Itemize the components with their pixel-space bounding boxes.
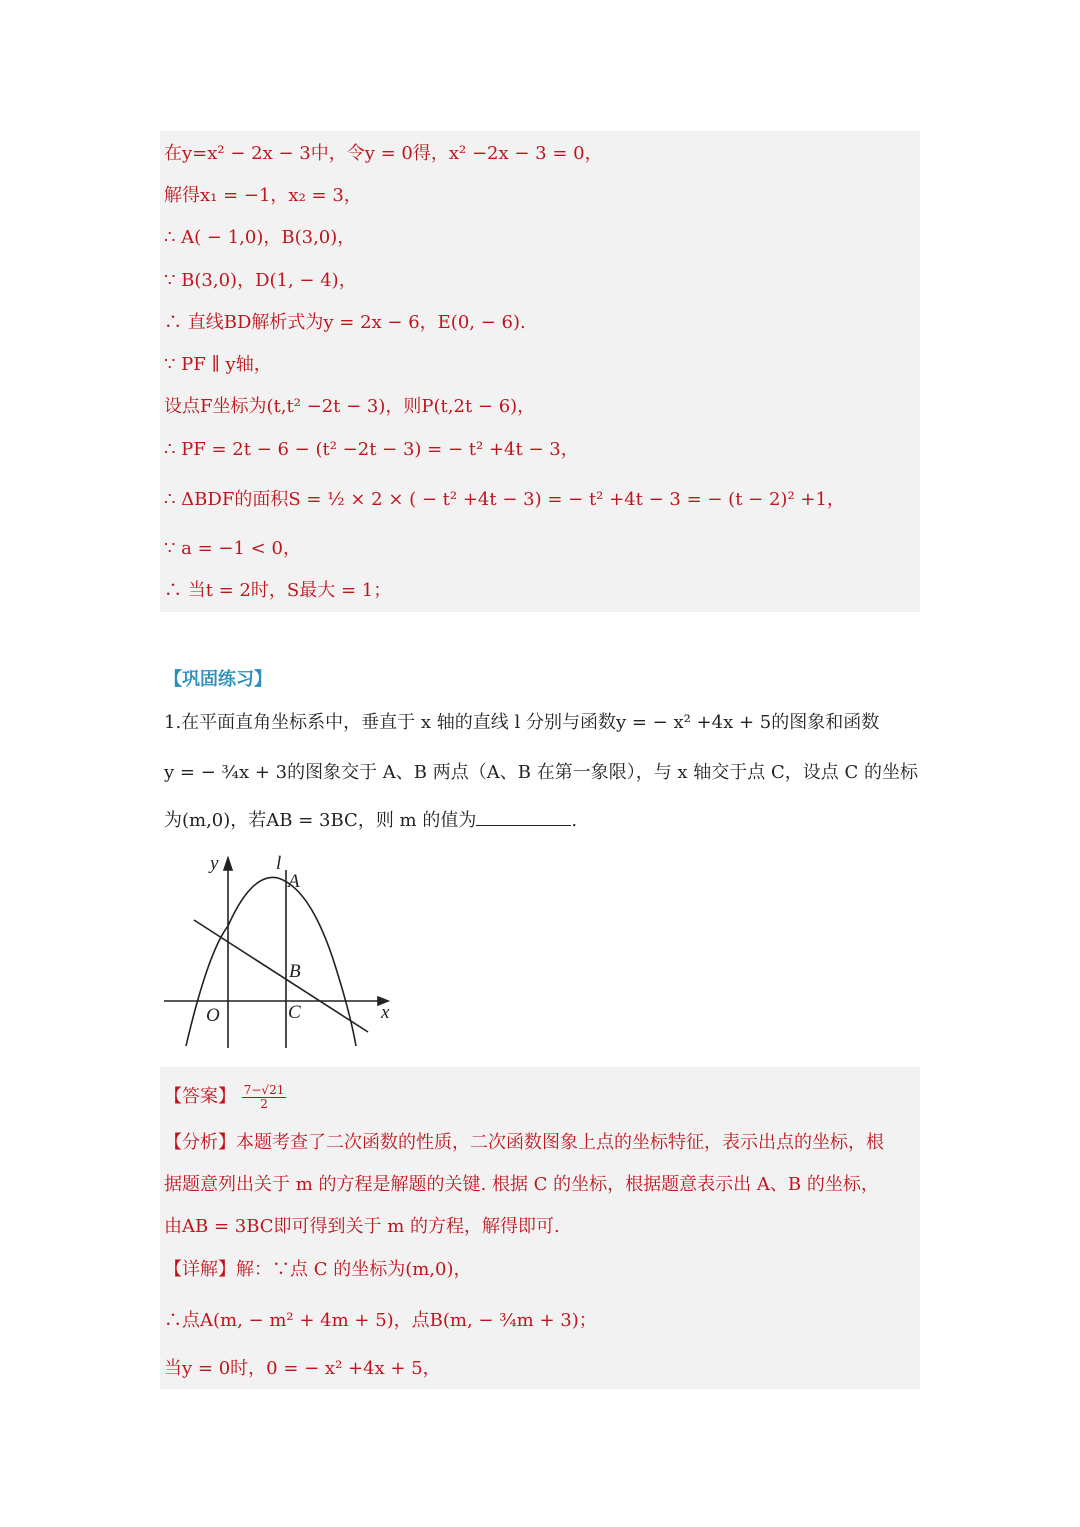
solution-line: ∴ 直线BD解析式为y = 2x − 6，E(0, − 6). [164, 312, 526, 333]
solution-line: ∵ a = −1 < 0， [164, 538, 301, 559]
solution-line: 解得x₁ = −1，x₂ = 3， [164, 185, 362, 206]
practice-title: 【巩固练习】 [164, 669, 272, 690]
analysis-label: 【分析】 [164, 1132, 236, 1153]
answer-line [164, 1084, 286, 1110]
solution-line: ∴ PF = 2t − 6 − (t² −2t − 3) = − t² +4t − 3， [164, 439, 579, 460]
answer-box [160, 1067, 920, 1389]
analysis-line: 由AB = 3BC即可得到关于 m 的方程，解得即可. [164, 1216, 560, 1237]
question-line: 为(m,0)，若AB = 3BC，则 m 的值为 [164, 810, 477, 831]
solution-line: ∵ B(3,0)，D(1, − 4)， [164, 270, 357, 291]
answer-value: $\frac{7-√21}{2}$ [243, 1083, 285, 1111]
answer-label: 【答案】 [164, 1086, 236, 1108]
solution-line: ∵ PF ∥ y轴， [164, 354, 272, 375]
solution-line: 在y=x² − 2x − 3中，令y = 0得，x² −2x − 3 = 0， [164, 143, 603, 164]
label-o: O [206, 1005, 220, 1026]
label-x: x [381, 1002, 390, 1023]
analysis-line [164, 1134, 884, 1152]
detail-line [164, 1261, 472, 1279]
label-c: C [288, 1002, 301, 1023]
parabola-graph [160, 852, 400, 1052]
analysis-text: 本题考查了二次函数的性质，二次函数图象上点的坐标特征，表示出点的坐标，根 [236, 1132, 884, 1153]
answer-blank[interactable] [476, 809, 571, 826]
question-line: y = − ¾x + 3的图象交于 A、B 两点（A、B 在第一象限），与 x 轴交于点 C，设点 C 的坐标 [164, 762, 918, 783]
y-axis-arrow [224, 858, 232, 870]
question-line: 1.在平面直角坐标系中，垂直于 x 轴的直线 l 分别与函数y = − x² +4x + 5的图象和函数 [164, 712, 880, 733]
label-b: B [289, 961, 301, 982]
solution-line: ∴ A( − 1,0)，B(3,0)， [164, 227, 356, 248]
solution-box [160, 131, 920, 612]
question-end: . [571, 810, 578, 831]
detail-line: 当y = 0时，0 = − x² +4x + 5， [164, 1358, 441, 1379]
detail-text: 解：∵点 C 的坐标为(m,0)， [236, 1259, 472, 1280]
linear-function-line [194, 920, 368, 1032]
solution-line: 设点F坐标为(t,t² −2t − 3)，则P(t,2t − 6)， [164, 396, 536, 417]
solution-line: ∴ ΔBDF的面积S = ½ × 2 × ( − t² +4t − 3) = − t² +4t − 3 = − (t − 2)² +1， [164, 489, 845, 510]
detail-label: 【详解】 [164, 1259, 236, 1280]
label-a: A [288, 871, 300, 892]
question-line-with-blank [164, 806, 577, 832]
label-l: l [276, 853, 282, 874]
label-y: y [210, 853, 219, 874]
detail-line: ∴点A(m, − m² + 4m + 5)，点B(m, − ¾m + 3)； [164, 1310, 597, 1331]
solution-line: ∴ 当t = 2时，S最大 = 1； [164, 580, 392, 601]
analysis-line: 据题意列出关于 m 的方程是解题的关键. 根据 C 的坐标，根据题意表示出 A、B 的坐标， [164, 1174, 879, 1195]
